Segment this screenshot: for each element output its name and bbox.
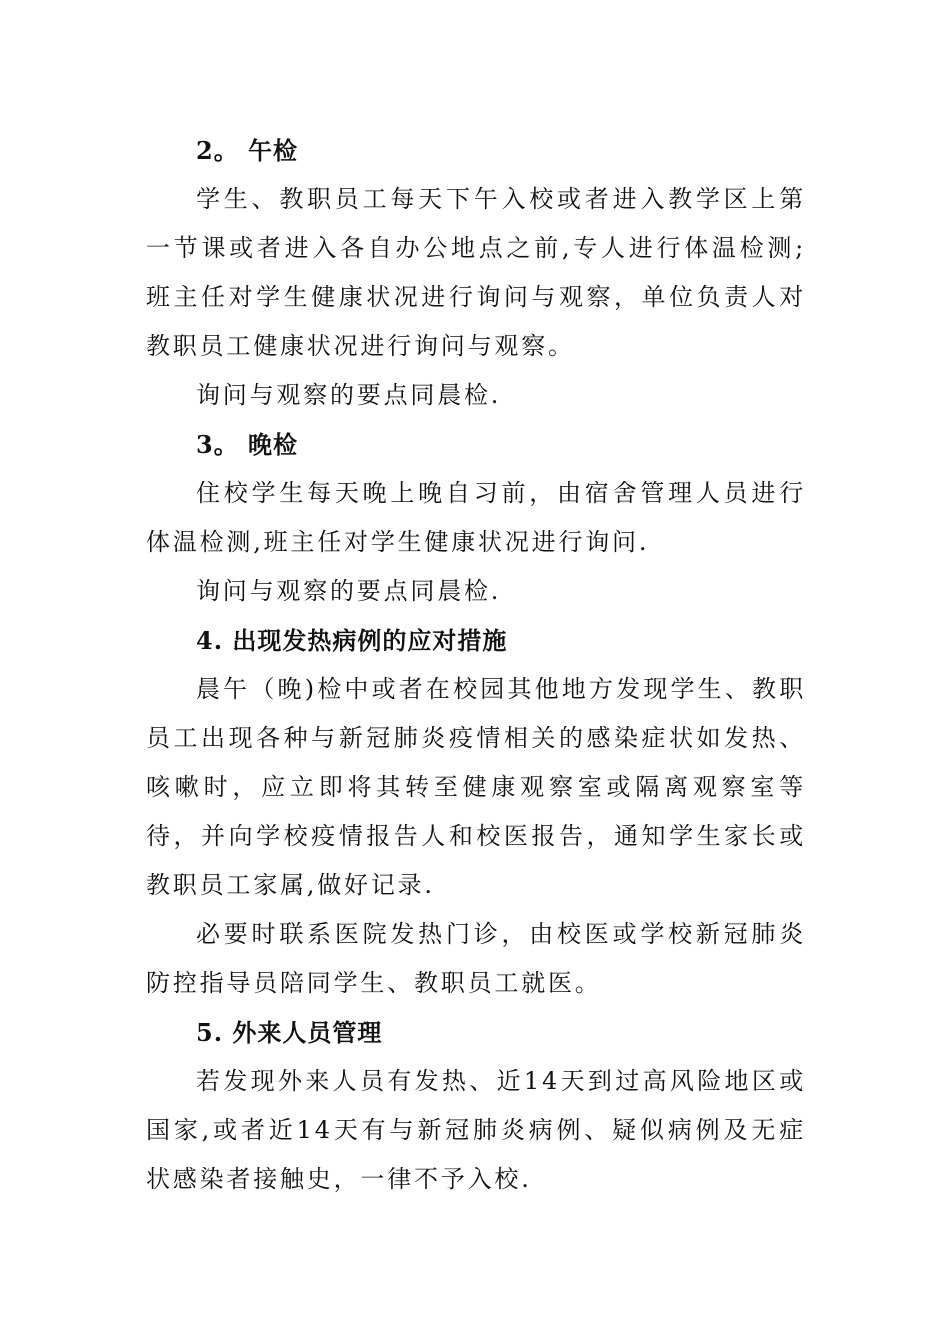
heading-visitor-management: 5. 外来人员管理 <box>196 1018 383 1047</box>
para-fever-response-procedure: 晨午（晚)检中或者在校园其他地方发现学生、教职员工出现各种与新冠肺炎疫情相关的感染症状如发热、咳嗽时，应立即将其转至健康观察室或隔离观察室等待，并向学校疫情报告人和校医报告，通知学生家长或教职员工家属,做好记录. <box>146 675 806 899</box>
para-afternoon-check-procedure: 学生、教职员工每天下午入校或者进入教学区上第一节课或者进入各自办公地点之前,专人进行体温检测;班主任对学生健康状况进行询问与观察，单位负责人对教职员工健康状况进行询问与观察。 <box>146 185 806 360</box>
heading-afternoon-check: 2。 午检 <box>196 136 299 165</box>
heading-fever-response: 4. 出现发热病例的应对措施 <box>196 626 508 655</box>
para-evening-check-procedure: 住校学生每天晚上晚自习前，由宿舍管理人员进行体温检测,班主任对学生健康状况进行询问. <box>146 479 806 556</box>
para-evening-check-note: 询问与观察的要点同晨检. <box>196 577 502 605</box>
para-visitor-management-rule: 若发现外来人员有发热、近14天到过高风险地区或国家,或者近14天有与新冠肺炎病例、疑似病例及无症状感染者接触史，一律不予入校. <box>146 1067 806 1193</box>
para-fever-response-hospital: 必要时联系医院发热门诊，由校医或学校新冠肺炎防控指导员陪同学生、教职员工就医。 <box>146 920 806 997</box>
para-afternoon-check-note: 询问与观察的要点同晨检. <box>196 381 502 409</box>
heading-evening-check: 3。 晚检 <box>196 430 299 459</box>
document-body <box>146 126 806 1204</box>
